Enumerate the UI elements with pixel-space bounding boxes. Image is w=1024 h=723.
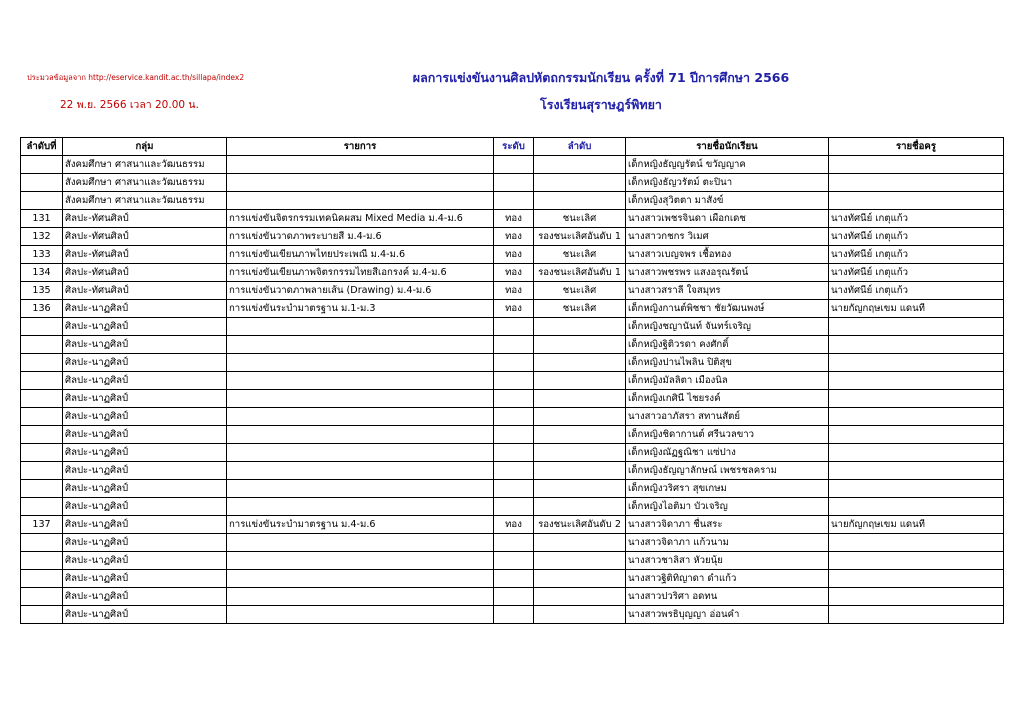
cell-no: 137 <box>21 516 63 534</box>
cell-item <box>227 174 494 192</box>
col-header-student: รายชื่อนักเรียน <box>626 138 829 156</box>
table-row <box>21 318 1004 336</box>
cell-rank <box>534 426 626 444</box>
cell-teacher <box>829 336 1004 354</box>
cell-group: ศิลปะ-นาฏศิลป์ <box>63 516 227 534</box>
cell-level <box>494 156 534 174</box>
cell-rank <box>534 534 626 552</box>
table-row <box>21 282 1004 300</box>
cell-level <box>494 498 534 516</box>
cell-teacher: นางทัศนีย์ เกตุแก้ว <box>829 210 1004 228</box>
cell-no <box>21 552 63 570</box>
cell-level <box>494 606 534 624</box>
table-row <box>21 210 1004 228</box>
cell-rank: รองชนะเลิศอันดับ 2 <box>534 516 626 534</box>
cell-rank <box>534 480 626 498</box>
cell-rank <box>534 444 626 462</box>
cell-group: ศิลปะ-ทัศนศิลป์ <box>63 228 227 246</box>
cell-level <box>494 534 534 552</box>
cell-item: การแข่งขันระบำมาตรฐาน ม.1-ม.3 <box>227 300 494 318</box>
table-row <box>21 534 1004 552</box>
cell-level <box>494 426 534 444</box>
cell-group: ศิลปะ-ทัศนศิลป์ <box>63 282 227 300</box>
cell-teacher <box>829 588 1004 606</box>
cell-teacher <box>829 156 1004 174</box>
cell-rank: รองชนะเลิศอันดับ 1 <box>534 264 626 282</box>
table-row <box>21 570 1004 588</box>
cell-item <box>227 570 494 588</box>
cell-item <box>227 192 494 210</box>
cell-student: นางสาวจิดาภา แก้วนาม <box>626 534 829 552</box>
cell-teacher <box>829 444 1004 462</box>
cell-teacher <box>829 498 1004 516</box>
cell-rank <box>534 354 626 372</box>
cell-item: การแข่งขันวาดภาพลายเส้น (Drawing) ม.4-ม.6 <box>227 282 494 300</box>
cell-no <box>21 480 63 498</box>
cell-student: เด็กหญิงไอติมา บัวเจริญ <box>626 498 829 516</box>
cell-no <box>21 372 63 390</box>
cell-level <box>494 192 534 210</box>
cell-student: นางสาวพชรพร แสงอรุณรัตน์ <box>626 264 829 282</box>
cell-student: เด็กหญิงมัลลิตา เมืองนิล <box>626 372 829 390</box>
table-row <box>21 264 1004 282</box>
cell-item <box>227 444 494 462</box>
cell-no <box>21 534 63 552</box>
cell-rank: ชนะเลิศ <box>534 300 626 318</box>
cell-rank <box>534 462 626 480</box>
cell-group: ศิลปะ-นาฏศิลป์ <box>63 498 227 516</box>
cell-student: นางสาวกชกร วิเมศ <box>626 228 829 246</box>
source-note: ประมวลข้อมูลจาก http://eservice.kandit.ac.th/sillapa/index2 <box>27 73 245 82</box>
cell-group: ศิลปะ-นาฏศิลป์ <box>63 606 227 624</box>
cell-no: 133 <box>21 246 63 264</box>
cell-rank <box>534 336 626 354</box>
cell-teacher: นายกัญกฤษเขม แดนที <box>829 516 1004 534</box>
cell-no <box>21 174 63 192</box>
cell-no <box>21 318 63 336</box>
cell-no <box>21 606 63 624</box>
cell-level: ทอง <box>494 282 534 300</box>
results-table <box>20 137 1004 624</box>
cell-student: นางสาวฐิติทิญาดา ดำแก้ว <box>626 570 829 588</box>
cell-teacher <box>829 570 1004 588</box>
cell-teacher <box>829 390 1004 408</box>
cell-group: ศิลปะ-นาฏศิลป์ <box>63 336 227 354</box>
table-row <box>21 588 1004 606</box>
cell-rank <box>534 552 626 570</box>
cell-no <box>21 570 63 588</box>
table-body <box>21 156 1004 624</box>
cell-teacher: นางทัศนีย์ เกตุแก้ว <box>829 246 1004 264</box>
cell-teacher: นายกัญกฤษเขม แดนที <box>829 300 1004 318</box>
cell-rank: ชนะเลิศ <box>534 246 626 264</box>
cell-group: สังคมศึกษา ศาสนาและวัฒนธรรม <box>63 156 227 174</box>
table-row <box>21 498 1004 516</box>
cell-level <box>494 354 534 372</box>
cell-level: ทอง <box>494 264 534 282</box>
table-row <box>21 372 1004 390</box>
cell-rank: รองชนะเลิศอันดับ 1 <box>534 228 626 246</box>
cell-group: สังคมศึกษา ศาสนาและวัฒนธรรม <box>63 192 227 210</box>
table-row <box>21 228 1004 246</box>
cell-rank <box>534 192 626 210</box>
cell-level <box>494 408 534 426</box>
table-row <box>21 192 1004 210</box>
cell-group: ศิลปะ-นาฏศิลป์ <box>63 300 227 318</box>
cell-item <box>227 156 494 174</box>
col-header-level: ระดับ <box>494 138 534 156</box>
cell-level: ทอง <box>494 516 534 534</box>
cell-rank <box>534 588 626 606</box>
cell-level <box>494 372 534 390</box>
cell-student: นางสาวปวริศา อดทน <box>626 588 829 606</box>
cell-group: ศิลปะ-นาฏศิลป์ <box>63 480 227 498</box>
cell-no: 135 <box>21 282 63 300</box>
table-row <box>21 516 1004 534</box>
cell-item <box>227 354 494 372</box>
cell-no: 134 <box>21 264 63 282</box>
cell-level <box>494 390 534 408</box>
cell-item <box>227 480 494 498</box>
col-header-rank: ลำดับ <box>534 138 626 156</box>
cell-no <box>21 354 63 372</box>
cell-no <box>21 336 63 354</box>
cell-rank <box>534 408 626 426</box>
cell-group: ศิลปะ-นาฏศิลป์ <box>63 552 227 570</box>
cell-group: ศิลปะ-นาฏศิลป์ <box>63 444 227 462</box>
cell-student: เด็กหญิงกานต์พิชชา ชัยวัฒนพงษ์ <box>626 300 829 318</box>
cell-student: เด็กหญิงธัญญาลักษณ์ เพชรชลคราม <box>626 462 829 480</box>
cell-student: นางสาวจิดาภา ชื่นสระ <box>626 516 829 534</box>
page-title: ผลการแข่งขันงานศิลปหัตถกรรมนักเรียน ครั้งที่ 71 ปีการศึกษา 2566 <box>412 70 790 85</box>
table-row <box>21 300 1004 318</box>
cell-student: เด็กหญิงธัญวรัตม์ ตะปินา <box>626 174 829 192</box>
cell-teacher <box>829 606 1004 624</box>
cell-rank: ชนะเลิศ <box>534 210 626 228</box>
cell-group: ศิลปะ-นาฏศิลป์ <box>63 354 227 372</box>
table-row <box>21 408 1004 426</box>
cell-student: เด็กหญิงปานไพลิน ปิติสุข <box>626 354 829 372</box>
cell-item <box>227 408 494 426</box>
cell-teacher: นางทัศนีย์ เกตุแก้ว <box>829 264 1004 282</box>
cell-teacher <box>829 354 1004 372</box>
cell-teacher <box>829 426 1004 444</box>
table-row <box>21 552 1004 570</box>
cell-rank: ชนะเลิศ <box>534 282 626 300</box>
cell-teacher <box>829 552 1004 570</box>
cell-no: 136 <box>21 300 63 318</box>
cell-student: นางสาวเบญจพร เชื้อทอง <box>626 246 829 264</box>
table-row <box>21 390 1004 408</box>
table-row <box>21 444 1004 462</box>
cell-student: เด็กหญิงชญานันท์ จันทร์เจริญ <box>626 318 829 336</box>
cell-level: ทอง <box>494 246 534 264</box>
cell-rank <box>534 498 626 516</box>
cell-student: เด็กหญิงสุวิตตา มาสังข์ <box>626 192 829 210</box>
cell-item <box>227 606 494 624</box>
cell-item: การแข่งขันระบำมาตรฐาน ม.4-ม.6 <box>227 516 494 534</box>
cell-item <box>227 336 494 354</box>
cell-item <box>227 534 494 552</box>
cell-rank <box>534 156 626 174</box>
cell-no <box>21 462 63 480</box>
cell-teacher <box>829 408 1004 426</box>
col-header-teacher: รายชื่อครู <box>829 138 1004 156</box>
col-header-item: รายการ <box>227 138 494 156</box>
cell-level <box>494 318 534 336</box>
table-row <box>21 606 1004 624</box>
cell-teacher <box>829 534 1004 552</box>
page-subtitle: โรงเรียนสุราษฎร์พิทยา <box>540 97 662 112</box>
cell-level <box>494 552 534 570</box>
cell-group: ศิลปะ-นาฏศิลป์ <box>63 588 227 606</box>
cell-group: ศิลปะ-นาฏศิลป์ <box>63 462 227 480</box>
report-datetime: 22 พ.ย. 2566 เวลา 20.00 น. <box>60 99 199 111</box>
cell-item: การแข่งขันเขียนภาพไทยประเพณี ม.4-ม.6 <box>227 246 494 264</box>
cell-no: 131 <box>21 210 63 228</box>
cell-item <box>227 588 494 606</box>
cell-level <box>494 174 534 192</box>
cell-group: ศิลปะ-ทัศนศิลป์ <box>63 210 227 228</box>
cell-rank <box>534 390 626 408</box>
cell-teacher <box>829 192 1004 210</box>
cell-group: ศิลปะ-นาฏศิลป์ <box>63 534 227 552</box>
col-header-group: กลุ่ม <box>63 138 227 156</box>
cell-level: ทอง <box>494 228 534 246</box>
cell-no <box>21 390 63 408</box>
cell-group: ศิลปะ-นาฏศิลป์ <box>63 372 227 390</box>
cell-item <box>227 552 494 570</box>
cell-item <box>227 462 494 480</box>
cell-rank <box>534 372 626 390</box>
cell-item <box>227 318 494 336</box>
cell-item: การแข่งขันเขียนภาพจิตรกรรมไทยสีเอกรงค์ ม.4-ม.6 <box>227 264 494 282</box>
cell-rank <box>534 174 626 192</box>
cell-group: ศิลปะ-นาฏศิลป์ <box>63 570 227 588</box>
cell-group: ศิลปะ-ทัศนศิลป์ <box>63 246 227 264</box>
cell-student: เด็กหญิงธัญญรัตน์ ขวัญญาค <box>626 156 829 174</box>
cell-student: เด็กหญิงวริศรา สุขเกษม <box>626 480 829 498</box>
cell-item: การแข่งขันจิตรกรรมเทคนิคผสม Mixed Media ม.4-ม.6 <box>227 210 494 228</box>
cell-group: ศิลปะ-นาฏศิลป์ <box>63 390 227 408</box>
cell-group: ศิลปะ-นาฏศิลป์ <box>63 408 227 426</box>
cell-level: ทอง <box>494 210 534 228</box>
cell-no <box>21 498 63 516</box>
table-row <box>21 174 1004 192</box>
cell-level <box>494 480 534 498</box>
cell-no <box>21 426 63 444</box>
table-row <box>21 336 1004 354</box>
cell-level <box>494 462 534 480</box>
cell-item: การแข่งขันวาดภาพระบายสี ม.4-ม.6 <box>227 228 494 246</box>
cell-teacher: นางทัศนีย์ เกตุแก้ว <box>829 282 1004 300</box>
cell-level: ทอง <box>494 300 534 318</box>
cell-teacher <box>829 174 1004 192</box>
cell-student: นางสาวชาลิสา หัวยนุ้ย <box>626 552 829 570</box>
cell-student: นางสาวพรธิบุญญา อ่อนคำ <box>626 606 829 624</box>
table-row <box>21 156 1004 174</box>
cell-student: นางสาวเพชรจินดา เผือกเดช <box>626 210 829 228</box>
table-row <box>21 426 1004 444</box>
cell-no <box>21 444 63 462</box>
cell-item <box>227 390 494 408</box>
cell-teacher <box>829 318 1004 336</box>
cell-student: นางสาวสราลี ใจสมุทร <box>626 282 829 300</box>
cell-no: 132 <box>21 228 63 246</box>
table-row <box>21 354 1004 372</box>
cell-student: เด็กหญิงฐิติวรดา คงศักดิ์ <box>626 336 829 354</box>
cell-teacher: นางทัศนีย์ เกตุแก้ว <box>829 228 1004 246</box>
cell-level <box>494 570 534 588</box>
cell-level <box>494 444 534 462</box>
table-row <box>21 462 1004 480</box>
cell-group: ศิลปะ-นาฏศิลป์ <box>63 318 227 336</box>
cell-item <box>227 498 494 516</box>
cell-student: เด็กหญิงชิดากานต์ ศรีนวลขาว <box>626 426 829 444</box>
col-header-no: ลำดับที่ <box>21 138 63 156</box>
cell-level <box>494 588 534 606</box>
cell-no <box>21 408 63 426</box>
cell-teacher <box>829 462 1004 480</box>
table-header-row <box>21 138 1004 156</box>
cell-group: ศิลปะ-ทัศนศิลป์ <box>63 264 227 282</box>
cell-no <box>21 588 63 606</box>
cell-rank <box>534 318 626 336</box>
table-row <box>21 246 1004 264</box>
cell-group: สังคมศึกษา ศาสนาและวัฒนธรรม <box>63 174 227 192</box>
cell-student: นางสาวอาภัสรา สทานสัตย์ <box>626 408 829 426</box>
table-row <box>21 480 1004 498</box>
cell-no <box>21 156 63 174</box>
cell-student: เด็กหญิงณัฏฐณิชา แซ่ปาง <box>626 444 829 462</box>
cell-rank <box>534 570 626 588</box>
cell-teacher <box>829 480 1004 498</box>
cell-item <box>227 426 494 444</box>
cell-group: ศิลปะ-นาฏศิลป์ <box>63 426 227 444</box>
cell-student: เด็กหญิงเกศินี ไชยรงค์ <box>626 390 829 408</box>
cell-teacher <box>829 372 1004 390</box>
cell-level <box>494 336 534 354</box>
cell-no <box>21 192 63 210</box>
cell-item <box>227 372 494 390</box>
cell-rank <box>534 606 626 624</box>
